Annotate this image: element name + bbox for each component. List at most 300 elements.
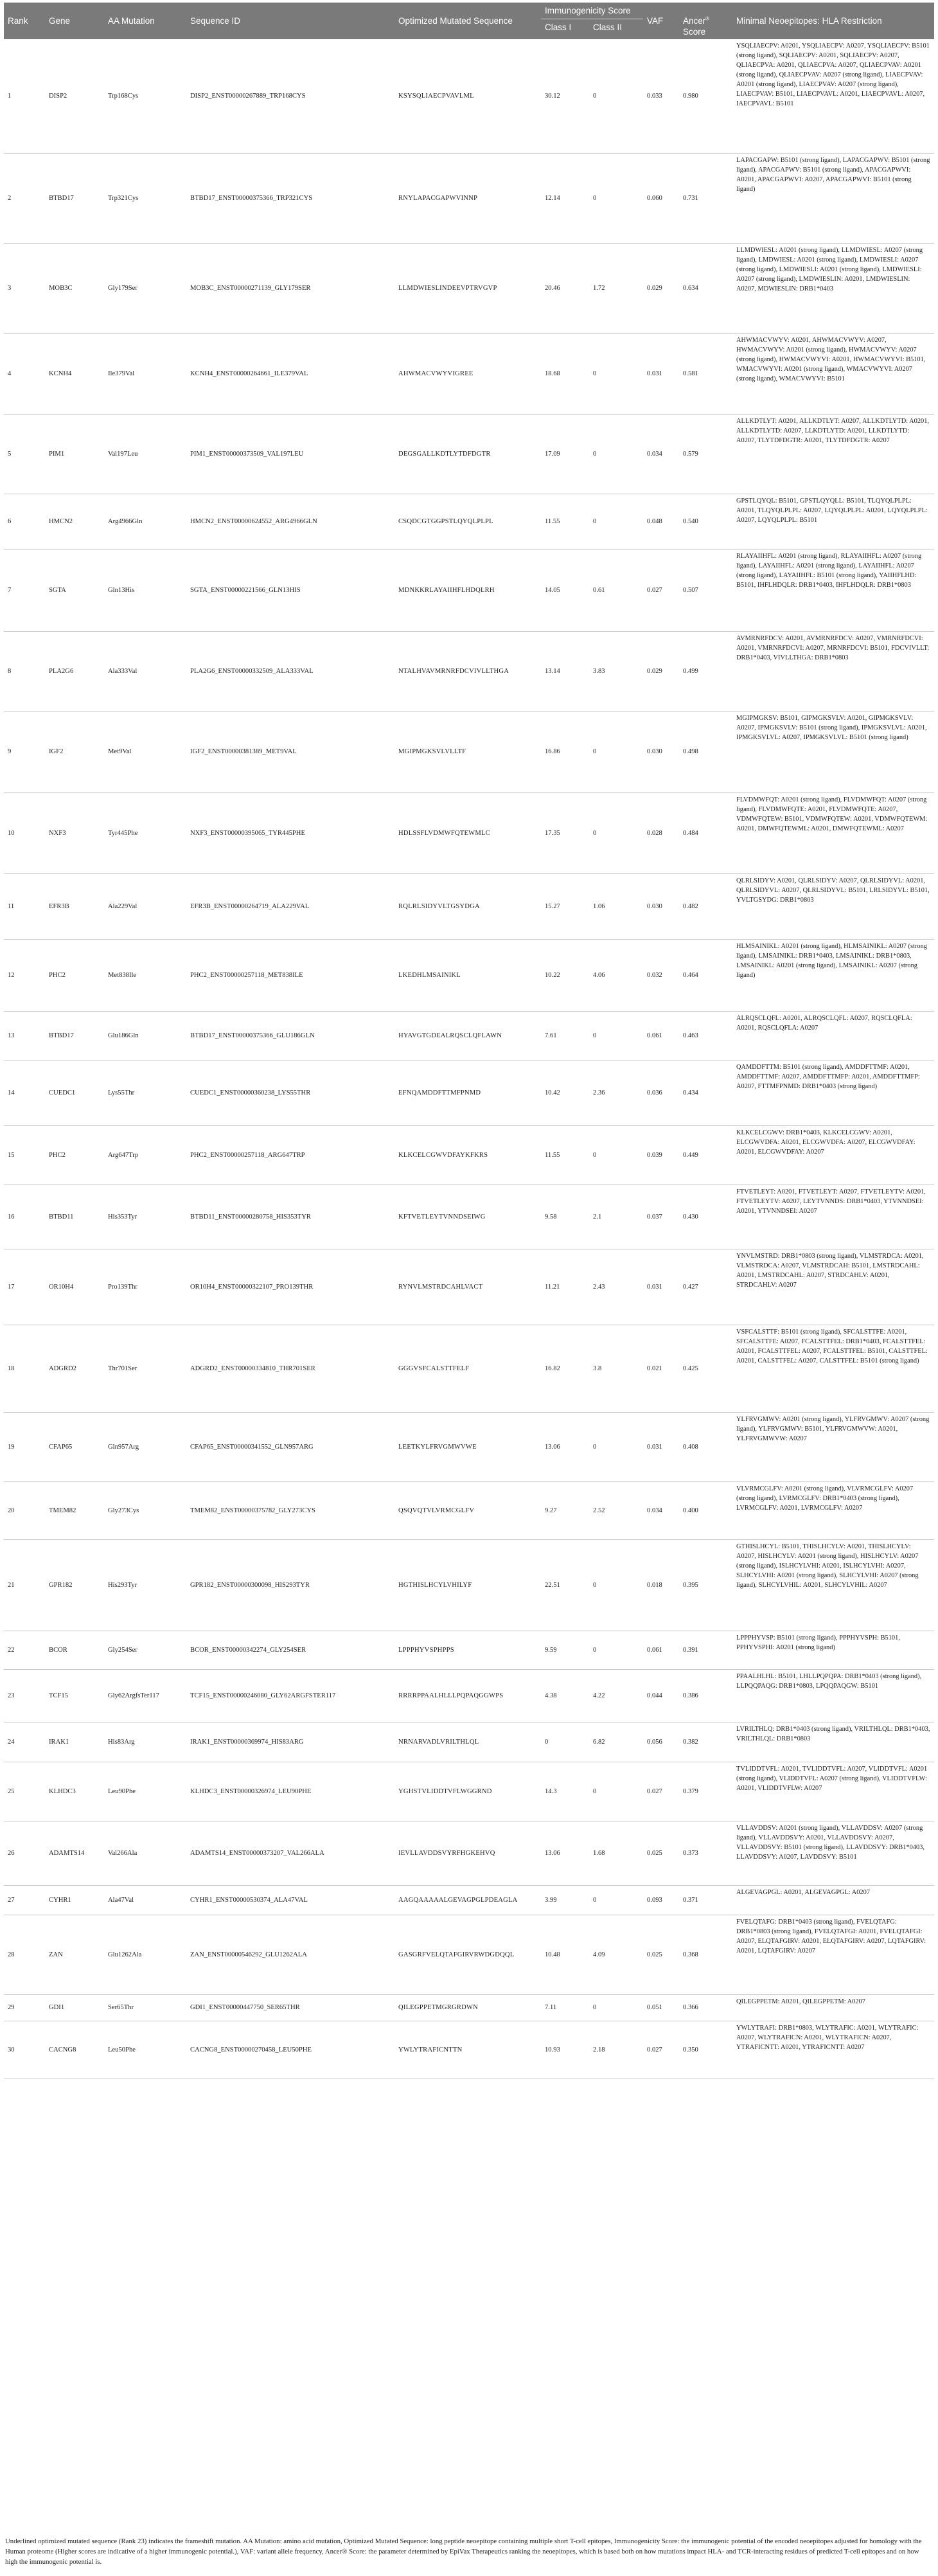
ancer-score-cell: 0.581 (679, 333, 732, 414)
header-hla-restriction: Minimal Neoepitopes: HLA Restriction (732, 3, 934, 39)
rank-cell: 7 (4, 549, 45, 631)
sequence-id-cell: KLHDC3_ENST00000326974_LEU90PHE (186, 1762, 394, 1821)
aa-mutation-cell: Ala333Val (104, 631, 186, 711)
vaf-cell: 0.051 (643, 1994, 679, 2021)
class-2-score-cell: 0 (589, 494, 643, 549)
optimized-sequence-cell: KLKCELCGWVDFAYKFKRS (394, 1125, 541, 1185)
class-1-score-cell: 0 (541, 1722, 589, 1762)
table-row (4, 2021, 934, 2079)
gene-cell: PLA2G6 (45, 631, 104, 711)
class-1-score-cell: 14.05 (541, 549, 589, 631)
table-row (4, 1762, 934, 1821)
rank-cell: 18 (4, 1325, 45, 1412)
class-1-score-cell: 17.09 (541, 414, 589, 494)
table-row (4, 1412, 934, 1481)
hla-restriction-cell: HLMSAINIKL: A0201 (strong ligand), HLMSAINIKL: A0207 (strong ligand), LMSAINIKL: DRB1*0403, LMSAINIKL: DRB1*0803, LMSAINIKL: A0201 (strong ligand), LMSAINIKL: A0207 (strong ligand) (732, 939, 934, 1011)
rank-cell: 27 (4, 1885, 45, 1915)
class-2-score-cell: 0 (589, 1994, 643, 2021)
gene-cell: CFAP65 (45, 1412, 104, 1481)
aa-mutation-cell: Met838Ile (104, 939, 186, 1011)
gene-cell: EFR3B (45, 873, 104, 939)
vaf-cell: 0.030 (643, 873, 679, 939)
gene-cell: OR10H4 (45, 1249, 104, 1325)
table-row (4, 1185, 934, 1249)
header-gene: Gene (45, 3, 104, 39)
aa-mutation-cell: Gly179Ser (104, 243, 186, 333)
hla-restriction-cell: VLLAVDDSV: A0201 (strong ligand), VLLAVDDSV: A0207 (strong ligand), VLLAVDDSVY: A0201, VLLAVDDSVY: A0207, VLLAVDDSVY: B5101 (strong ligand), LLAVDDSVY: DRB1*0403, LLAVDDSVY: A0207, LAVDDSVY: B5101 (732, 1821, 934, 1885)
vaf-cell: 0.029 (643, 243, 679, 333)
sequence-id-cell: GDI1_ENST00000447750_SER65THR (186, 1994, 394, 2021)
class-1-score-cell: 10.93 (541, 2021, 589, 2079)
sequence-id-cell: CACNG8_ENST00000270458_LEU50PHE (186, 2021, 394, 2079)
rank-cell: 30 (4, 2021, 45, 2079)
aa-mutation-cell: Met9Val (104, 711, 186, 792)
optimized-sequence-cell: QSQVQTVLVRMCGLFV (394, 1481, 541, 1539)
gene-cell: IGF2 (45, 711, 104, 792)
class-1-score-cell: 11.55 (541, 1125, 589, 1185)
optimized-sequence-cell: IEVLLAVDDSVYRFHGKEHVQ (394, 1821, 541, 1885)
neoepitope-table (4, 3, 934, 2079)
gene-cell: PIM1 (45, 414, 104, 494)
ancer-score-cell: 0.540 (679, 494, 732, 549)
table-footnote: Underlined optimized mutated sequence (Rank 23) indicates the frameshift mutation. AA Mutation: amino acid mutation, Optimized Mutated Sequence: long peptide neoepitope containing multiple short T-cell epitopes, Immunogenicity Score: the immunogenic potential of the encoded neoepitopes adjusted for homology with the Human proteome (Higher scores are indicative of a higher immunogenic potential.), VAF: variant allele frequency, Ancer® Score: the parameter determined by EpiVax Therapeutics ranking the neoepitopes, which is based both on how mutations impact HLA- and TCR-interacting residues of predicted T-cell epitopes and on how high the immunogenic potential is. (5, 2537, 922, 2566)
header-vaf: VAF (643, 3, 679, 39)
sequence-id-cell: EFR3B_ENST00000264719_ALA229VAL (186, 873, 394, 939)
gene-cell: PHC2 (45, 1125, 104, 1185)
rank-cell: 26 (4, 1821, 45, 1885)
ancer-score-cell: 0.430 (679, 1185, 732, 1249)
sequence-id-cell: IGF2_ENST00000381389_MET9VAL (186, 711, 394, 792)
class-2-score-cell: 2.36 (589, 1060, 643, 1125)
rank-cell: 10 (4, 792, 45, 873)
hla-restriction-cell: ALRQSCLQFL: A0201, ALRQSCLQFL: A0207, RQSCLQFLA: A0201, RQSCLQFLA: A0207 (732, 1011, 934, 1060)
class-1-score-cell: 9.59 (541, 1631, 589, 1669)
hla-restriction-cell: TVLIDDTVFL: A0201, TVLIDDTVFL: A0207, VLIDDTVFL: A0201 (strong ligand), VLIDDTVFL: A0207 (strong ligand), VLIDDTVFLW: A0201, VLIDDTVFLW: A0207 (732, 1762, 934, 1821)
ancer-score-cell: 0.980 (679, 39, 732, 153)
optimized-sequence-cell: RYNVLMSTRDCAHLVACT (394, 1249, 541, 1325)
class-2-score-cell: 0 (589, 1762, 643, 1821)
class-2-score-cell: 0 (589, 792, 643, 873)
gene-cell: GPR182 (45, 1539, 104, 1631)
optimized-sequence-cell: KFTVETLEYTVNNDSEIWG (394, 1185, 541, 1249)
rank-cell: 6 (4, 494, 45, 549)
hla-restriction-cell: QLRLSIDYV: A0201, QLRLSIDYV: A0207, QLRLSIDYVL: A0201, QLRLSIDYVL: A0207, QLRLSIDYVL: B5101, LRLSIDYVL: B5101, YVLTGSYDG: DRB1*0803 (732, 873, 934, 939)
vaf-cell: 0.021 (643, 1325, 679, 1412)
aa-mutation-cell: Ser65Thr (104, 1994, 186, 2021)
hla-restriction-cell: ALLKDTLYT: A0201, ALLKDTLYT: A0207, ALLKDTLYTD: A0201, ALLKDTLYTD: A0207, LLKDTLYTD: A0201, LLKDTLYTD: A0207, TLYTDFDGTR: A0201, TLYTDFDGTR: A0207 (732, 414, 934, 494)
sequence-id-cell: ZAN_ENST00000546292_GLU1262ALA (186, 1915, 394, 1994)
rank-cell: 11 (4, 873, 45, 939)
table-row (4, 1481, 934, 1539)
rank-cell: 3 (4, 243, 45, 333)
hla-restriction-cell: YLFRVGMWV: A0201 (strong ligand), YLFRVGMWV: A0207 (strong ligand), YLFRVGMWV: B5101, YLFRVGMWVW: A0201, YLFRVGMWVW: A0207 (732, 1412, 934, 1481)
optimized-sequence-cell: NRNARVADLVRILTHLQL (394, 1722, 541, 1762)
optimized-sequence-cell: NTALHVAVMRNRFDCVIVLLTHGA (394, 631, 541, 711)
gene-cell: ADGRD2 (45, 1325, 104, 1412)
sequence-id-cell: PLA2G6_ENST00000332509_ALA333VAL (186, 631, 394, 711)
optimized-sequence-cell: EFNQAMDDFTTMFPNMD (394, 1060, 541, 1125)
rank-cell: 13 (4, 1011, 45, 1060)
rank-cell: 15 (4, 1125, 45, 1185)
vaf-cell: 0.027 (643, 1762, 679, 1821)
optimized-sequence-cell: RRRRPPAALHLLLPQPAQGGWPS (394, 1669, 541, 1722)
hla-restriction-cell: YSQLIAECPV: A0201, YSQLIAECPV: A0207, YSQLIAECPV: B5101 (strong ligand), SQLIAECPV: A0201, SQLIAECPV: A0207, QLIAECPVA: A0201, QLIAECPVA: A0207, QLIAECPVAV: A0201 (strong ligand), QLIAECPVAV: A0207 (strong ligand), LIAECPVAV: A0201 (strong ligand), LIAECPVAV: A0207 (strong ligand), LIAECPVAV: B5101, LIAECPVAVL: A0201, LIAECPVAVL: A0207, IAECPVAVL: B5101 (732, 39, 934, 153)
rank-cell: 5 (4, 414, 45, 494)
hla-restriction-cell: QAMDDFTTM: B5101 (strong ligand), AMDDFTTMF: A0201, AMDDFTTMF: A0207, AMDDFTTMFP: A0201, AMDDFTTMFP: A0207, FTTMFPNMD: DRB1*0403 (strong ligand) (732, 1060, 934, 1125)
ancer-score-cell: 0.507 (679, 549, 732, 631)
optimized-sequence-cell: MGIPMGKSVLVLLTF (394, 711, 541, 792)
ancer-score-cell: 0.408 (679, 1412, 732, 1481)
table-row (4, 1915, 934, 1994)
class-1-score-cell: 15.27 (541, 873, 589, 939)
class-2-score-cell: 2.1 (589, 1185, 643, 1249)
ancer-score-cell: 0.498 (679, 711, 732, 792)
optimized-sequence-cell: AAGQAAAAALGEVAGPGLPDEAGLA (394, 1885, 541, 1915)
table-header (4, 3, 934, 39)
class-1-score-cell: 10.48 (541, 1915, 589, 1994)
class-1-score-cell: 10.22 (541, 939, 589, 1011)
table-row (4, 873, 934, 939)
vaf-cell: 0.030 (643, 711, 679, 792)
ancer-score-cell: 0.731 (679, 153, 732, 243)
vaf-cell: 0.039 (643, 1125, 679, 1185)
table-row (4, 549, 934, 631)
rank-cell: 24 (4, 1722, 45, 1762)
vaf-cell: 0.032 (643, 939, 679, 1011)
ancer-score-cell: 0.379 (679, 1762, 732, 1821)
vaf-cell: 0.029 (643, 631, 679, 711)
rank-cell: 4 (4, 333, 45, 414)
optimized-sequence-cell: GASGRFVELQTAFGIRVRWDGDQQL (394, 1915, 541, 1994)
gene-cell: MOB3C (45, 243, 104, 333)
gene-cell: BTBD17 (45, 1011, 104, 1060)
ancer-score-cell: 0.368 (679, 1915, 732, 1994)
ancer-label: Ancer (683, 16, 706, 26)
class-2-score-cell: 1.06 (589, 873, 643, 939)
hla-restriction-cell: RLAYAIIHFL: A0201 (strong ligand), RLAYAIIHFL: A0207 (strong ligand), LAYAIIHFL: A0201 (strong ligand), LAYAIIHFL: A0207 (strong ligand), LAYAIIHFL: B5101 (strong ligand), YAIIHFLHD: B5101, IHFLHDQLR: DRB1*0403, IHFLHDQLR: DRB1*0803 (732, 549, 934, 631)
table-row (4, 1539, 934, 1631)
gene-cell: BCOR (45, 1631, 104, 1669)
rank-cell: 22 (4, 1631, 45, 1669)
hla-restriction-cell: MGIPMGKSV: B5101, GIPMGKSVLV: A0201, GIPMGKSVLV: A0207, IPMGKSVLV: B5101 (strong ligand), IPMGKSVLVL: A0201, IPMGKSVLVL: A0207, IPMGKSVLVL: B5101 (strong ligand) (732, 711, 934, 792)
aa-mutation-cell: Trp168Cys (104, 39, 186, 153)
vaf-cell: 0.034 (643, 414, 679, 494)
ancer-score-cell: 0.499 (679, 631, 732, 711)
gene-cell: DISP2 (45, 39, 104, 153)
gene-cell: CYHR1 (45, 1885, 104, 1915)
ancer-registered-mark: ® (705, 15, 710, 22)
table-row (4, 243, 934, 333)
aa-mutation-cell: Leu90Phe (104, 1762, 186, 1821)
optimized-sequence-cell: CSQDCGTGGPSTLQYQLPLPL (394, 494, 541, 549)
table-row (4, 631, 934, 711)
optimized-sequence-cell: RNYLAPACGAPWVINNP (394, 153, 541, 243)
gene-cell: BTBD17 (45, 153, 104, 243)
gene-cell: GDI1 (45, 1994, 104, 2021)
gene-cell: TMEM82 (45, 1481, 104, 1539)
class-2-score-cell: 0 (589, 1539, 643, 1631)
class-2-score-cell: 0 (589, 153, 643, 243)
table-body (4, 39, 934, 2079)
rank-cell: 20 (4, 1481, 45, 1539)
optimized-sequence-cell: YGHSTVLIDDTVFLWGGRND (394, 1762, 541, 1821)
class-1-score-cell: 20.46 (541, 243, 589, 333)
class-1-score-cell: 16.82 (541, 1325, 589, 1412)
table-row (4, 1994, 934, 2021)
header-rank: Rank (4, 3, 45, 39)
vaf-cell: 0.033 (643, 39, 679, 153)
table-row (4, 1249, 934, 1325)
hla-restriction-cell: AVMRNRFDCV: A0201, AVMRNRFDCV: A0207, VMRNRFDCVI: A0201, VMRNRFDCVI: A0207, MRNRFDCVI: B5101, FDCVIVLLT: DRB1*0403, VIVLLTHGA: DRB1*0803 (732, 631, 934, 711)
table-row (4, 1885, 934, 1915)
hla-restriction-cell: YWLYTRAFI: DRB1*0803, WLYTRAFIC: A0201, WLYTRAFIC: A0207, WLYTRAFICN: A0201, WLYTRAFICN: A0207, YTRAFICNTT: A0201, YTRAFICNTT: A0207 (732, 2021, 934, 2079)
table-row (4, 153, 934, 243)
ancer-score-cell: 0.371 (679, 1885, 732, 1915)
table-row (4, 1821, 934, 1885)
ancer-score-cell: 0.634 (679, 243, 732, 333)
class-2-score-cell: 2.43 (589, 1249, 643, 1325)
ancer-score-cell: 0.484 (679, 792, 732, 873)
aa-mutation-cell: Tyr445Phe (104, 792, 186, 873)
vaf-cell: 0.036 (643, 1060, 679, 1125)
class-1-score-cell: 30.12 (541, 39, 589, 153)
aa-mutation-cell: Ala229Val (104, 873, 186, 939)
ancer-score-cell: 0.482 (679, 873, 732, 939)
optimized-sequence-cell: LLMDWIESLINDEEVPTRVGVP (394, 243, 541, 333)
vaf-cell: 0.044 (643, 1669, 679, 1722)
class-2-score-cell: 3.83 (589, 631, 643, 711)
class-2-score-cell: 0 (589, 333, 643, 414)
header-ancer-score (679, 3, 732, 39)
sequence-id-cell: NXF3_ENST00000395065_TYR445PHE (186, 792, 394, 873)
hla-restriction-cell: LVRILTHLQ: DRB1*0403 (strong ligand), VRILTHLQL: DRB1*0403, VRILTHLQL: DRB1*0803 (732, 1722, 934, 1762)
class-1-score-cell: 18.68 (541, 333, 589, 414)
optimized-sequence-cell: GGGVSFCALSTTFELF (394, 1325, 541, 1412)
vaf-cell: 0.037 (643, 1185, 679, 1249)
class-2-score-cell: 0 (589, 1125, 643, 1185)
ancer-score-cell: 0.579 (679, 414, 732, 494)
gene-cell: KCNH4 (45, 333, 104, 414)
hla-restriction-cell: VLVRMCGLFV: A0201 (strong ligand), VLVRMCGLFV: A0207 (strong ligand), LVRMCGLFV: DRB1*0403 (strong ligand), LVRMCGLFV: A0201, LVRMCGLFV: A0207 (732, 1481, 934, 1539)
ancer-score-cell: 0.350 (679, 2021, 732, 2079)
table-row (4, 1060, 934, 1125)
optimized-sequence-cell: RQLRLSIDYVLTGSYDGA (394, 873, 541, 939)
vaf-cell: 0.034 (643, 1481, 679, 1539)
class-2-score-cell: 1.72 (589, 243, 643, 333)
aa-mutation-cell: His353Tyr (104, 1185, 186, 1249)
aa-mutation-cell: Gly254Ser (104, 1631, 186, 1669)
gene-cell: KLHDC3 (45, 1762, 104, 1821)
header-class-2: Class II (589, 19, 643, 39)
vaf-cell: 0.048 (643, 494, 679, 549)
table-row (4, 1125, 934, 1185)
optimized-sequence-cell: HGTHISLHCYLVHILYF (394, 1539, 541, 1631)
sequence-id-cell: PHC2_ENST00000257118_MET838ILE (186, 939, 394, 1011)
table-row (4, 1631, 934, 1669)
ancer-score-label: Score (683, 27, 706, 37)
vaf-cell: 0.025 (643, 1915, 679, 1994)
class-1-score-cell: 9.27 (541, 1481, 589, 1539)
optimized-sequence-cell: LKEDHLMSAINIKL (394, 939, 541, 1011)
table-row (4, 414, 934, 494)
aa-mutation-cell: Thr701Ser (104, 1325, 186, 1412)
class-1-score-cell: 13.14 (541, 631, 589, 711)
sequence-id-cell: DISP2_ENST00000267889_TRP168CYS (186, 39, 394, 153)
table-row (4, 1722, 934, 1762)
sequence-id-cell: CYHR1_ENST00000530374_ALA47VAL (186, 1885, 394, 1915)
hla-restriction-cell: LPPPHYVSP: B5101 (strong ligand), PPPHYVSPH: B5101, PPHYVSPHI: A0201 (strong ligand) (732, 1631, 934, 1669)
rank-cell: 17 (4, 1249, 45, 1325)
class-2-score-cell: 0 (589, 1631, 643, 1669)
rank-cell: 1 (4, 39, 45, 153)
vaf-cell: 0.028 (643, 792, 679, 873)
rank-cell: 19 (4, 1412, 45, 1481)
header-optimized-mutated-sequence: Optimized Mutated Sequence (394, 3, 541, 39)
aa-mutation-cell: Gly273Cys (104, 1481, 186, 1539)
hla-restriction-cell: ALGEVAGPGL: A0201, ALGEVAGPGL: A0207 (732, 1885, 934, 1915)
optimized-sequence-cell: LEETKYLFRVGMWVWE (394, 1412, 541, 1481)
class-1-score-cell: 13.06 (541, 1412, 589, 1481)
aa-mutation-cell: Arg647Trp (104, 1125, 186, 1185)
gene-cell: TCF15 (45, 1669, 104, 1722)
class-2-score-cell: 3.8 (589, 1325, 643, 1412)
hla-restriction-cell: GPSTLQYQL: B5101, GPSTLQYQLL: B5101, TLQYQLPLPL: A0201, TLQYQLPLPL: A0207, LQYQLPLPL: A0201, LQYQLPLPL: A0207, LQYQLPLPL: B5101 (732, 494, 934, 549)
hla-restriction-cell: LLMDWIESL: A0201 (strong ligand), LLMDWIESL: A0207 (strong ligand), LMDWIESL: A0201 (strong ligand), LMDWIESLI: A0207 (strong ligand), LMDWIESLI: A0201 (strong ligand), LMDWIESLI: A0207 (strong ligand), LMDWIESLIN: A0201, LMDWIESLIN: A0207, MDWIESLIN: DRB1*0403 (732, 243, 934, 333)
gene-cell: PHC2 (45, 939, 104, 1011)
vaf-cell: 0.025 (643, 1821, 679, 1885)
header-sequence-id: Sequence ID (186, 3, 394, 39)
sequence-id-cell: GPR182_ENST00000300098_HIS293TYR (186, 1539, 394, 1631)
class-1-score-cell: 11.55 (541, 494, 589, 549)
rank-cell: 12 (4, 939, 45, 1011)
table-row (4, 494, 934, 549)
hla-restriction-cell: PPAALHLHL: B5101, LHLLPQPQPA: DRB1*0403 (strong ligand), LLPQQPAQG: DRB1*0803, LPQQPAQGW: B5101 (732, 1669, 934, 1722)
class-1-score-cell: 7.11 (541, 1994, 589, 2021)
sequence-id-cell: OR10H4_ENST00000322107_PRO139THR (186, 1249, 394, 1325)
class-2-score-cell: 6.82 (589, 1722, 643, 1762)
sequence-id-cell: SGTA_ENST00000221566_GLN13HIS (186, 549, 394, 631)
rank-cell: 25 (4, 1762, 45, 1821)
vaf-cell: 0.093 (643, 1885, 679, 1915)
gene-cell: HMCN2 (45, 494, 104, 549)
optimized-sequence-cell: YWLYTRAFICNTTN (394, 2021, 541, 2079)
class-2-score-cell: 0 (589, 1885, 643, 1915)
sequence-id-cell: KCNH4_ENST00000264661_ILE379VAL (186, 333, 394, 414)
class-1-score-cell: 22.51 (541, 1539, 589, 1631)
vaf-cell: 0.027 (643, 549, 679, 631)
rank-cell: 21 (4, 1539, 45, 1631)
gene-cell: ADAMTS14 (45, 1821, 104, 1885)
class-1-score-cell: 14.3 (541, 1762, 589, 1821)
sequence-id-cell: BTBD11_ENST00000280758_HIS353TYR (186, 1185, 394, 1249)
table-row (4, 711, 934, 792)
class-1-score-cell: 7.61 (541, 1011, 589, 1060)
rank-cell: 28 (4, 1915, 45, 1994)
sequence-id-cell: ADAMTS14_ENST00000373207_VAL266ALA (186, 1821, 394, 1885)
class-2-score-cell: 0 (589, 414, 643, 494)
table-row (4, 1325, 934, 1412)
vaf-cell: 0.060 (643, 153, 679, 243)
optimized-sequence-cell: QILEGPPETMGRGRDWN (394, 1994, 541, 2021)
class-2-score-cell: 4.06 (589, 939, 643, 1011)
sequence-id-cell: HMCN2_ENST00000624552_ARG4966GLN (186, 494, 394, 549)
table-row (4, 333, 934, 414)
class-2-score-cell: 2.18 (589, 2021, 643, 2079)
sequence-id-cell: CFAP65_ENST00000341552_GLN957ARG (186, 1412, 394, 1481)
rank-cell: 23 (4, 1669, 45, 1722)
class-1-score-cell: 9.58 (541, 1185, 589, 1249)
ancer-score-cell: 0.400 (679, 1481, 732, 1539)
table-row (4, 792, 934, 873)
hla-restriction-cell: GTHISLHCYL: B5101, THISLHCYLV: A0201, THISLHCYLV: A0207, HISLHCYLV: A0201 (strong ligand), HISLHCYLV: A0207 (strong ligand), ISLHCYLVHI: A0201, ISLHCYLVHI: A0207, SLHCYLVHI: A0201 (strong ligand), SLHCYLVHI: A0207 (strong ligand), SLHCYLVHIL: A0201, SLHCYLVHIL: A0207 (732, 1539, 934, 1631)
class-1-score-cell: 10.42 (541, 1060, 589, 1125)
ancer-score-cell: 0.449 (679, 1125, 732, 1185)
class-2-score-cell: 0 (589, 1011, 643, 1060)
gene-cell: SGTA (45, 549, 104, 631)
aa-mutation-cell: Ile379Val (104, 333, 186, 414)
sequence-id-cell: BTBD17_ENST00000375366_GLU186GLN (186, 1011, 394, 1060)
ancer-score-cell: 0.464 (679, 939, 732, 1011)
class-1-score-cell: 17.35 (541, 792, 589, 873)
sequence-id-cell: MOB3C_ENST00000271139_GLY179SER (186, 243, 394, 333)
gene-cell: NXF3 (45, 792, 104, 873)
ancer-score-cell: 0.395 (679, 1539, 732, 1631)
class-2-score-cell: 1.68 (589, 1821, 643, 1885)
hla-restriction-cell: FTVETLEYT: A0201, FTVETLEYT: A0207, FTVETLEYTV: A0201, FTVETLEYTV: A0207, LEYTVNNDS: DRB1*0403, YTVNNDSEI: A0201, YTVNNDSEI: A0207 (732, 1185, 934, 1249)
ancer-score-cell: 0.382 (679, 1722, 732, 1762)
class-2-score-cell: 0 (589, 39, 643, 153)
ancer-score-cell: 0.427 (679, 1249, 732, 1325)
aa-mutation-cell: Arg4966Gln (104, 494, 186, 549)
sequence-id-cell: ADGRD2_ENST00000334810_THR701SER (186, 1325, 394, 1412)
ancer-score-cell: 0.434 (679, 1060, 732, 1125)
class-2-score-cell: 0.61 (589, 549, 643, 631)
class-2-score-cell: 4.22 (589, 1669, 643, 1722)
class-1-score-cell: 16.86 (541, 711, 589, 792)
sequence-id-cell: PHC2_ENST00000257118_ARG647TRP (186, 1125, 394, 1185)
sequence-id-cell: TCF15_ENST00000246080_GLY62ARGFSTER117 (186, 1669, 394, 1722)
vaf-cell: 0.056 (643, 1722, 679, 1762)
gene-cell: CACNG8 (45, 2021, 104, 2079)
aa-mutation-cell: His293Tyr (104, 1539, 186, 1631)
ancer-score-cell: 0.373 (679, 1821, 732, 1885)
gene-cell: BTBD11 (45, 1185, 104, 1249)
ancer-score-cell: 0.463 (679, 1011, 732, 1060)
header-class-1: Class I (541, 19, 589, 39)
class-2-score-cell: 0 (589, 711, 643, 792)
table-row (4, 1669, 934, 1722)
optimized-sequence-cell: DEGSGALLKDTLYTDFDGTR (394, 414, 541, 494)
aa-mutation-cell: Trp321Cys (104, 153, 186, 243)
ancer-score-cell: 0.391 (679, 1631, 732, 1669)
aa-mutation-cell: Gly62ArgfsTer117 (104, 1669, 186, 1722)
ancer-score-cell: 0.425 (679, 1325, 732, 1412)
aa-mutation-cell: Lys55Thr (104, 1060, 186, 1125)
optimized-sequence-cell: HYAVGTGDEALRQSCLQFLAWN (394, 1011, 541, 1060)
aa-mutation-cell: Val197Leu (104, 414, 186, 494)
aa-mutation-cell: His83Arg (104, 1722, 186, 1762)
optimized-sequence-cell: MDNKKRLAYAIIHFLHDQLRH (394, 549, 541, 631)
aa-mutation-cell: Pro139Thr (104, 1249, 186, 1325)
aa-mutation-cell: Gln957Arg (104, 1412, 186, 1481)
aa-mutation-cell: Glu1262Ala (104, 1915, 186, 1994)
class-1-score-cell: 12.14 (541, 153, 589, 243)
hla-restriction-cell: FVELQTAFG: DRB1*0403 (strong ligand), FVELQTAFG: DRB1*0803 (strong ligand), FVELQTAFGI: A0201, FVELQTAFGI: A0207, ELQTAFGIRV: A0201, ELQTAFGIRV: A0207, LQTAFGIRV: A0201, LQTAFGIRV: A0207 (732, 1915, 934, 1994)
aa-mutation-cell: Leu50Phe (104, 2021, 186, 2079)
rank-cell: 9 (4, 711, 45, 792)
vaf-cell: 0.027 (643, 2021, 679, 2079)
rank-cell: 29 (4, 1994, 45, 2021)
